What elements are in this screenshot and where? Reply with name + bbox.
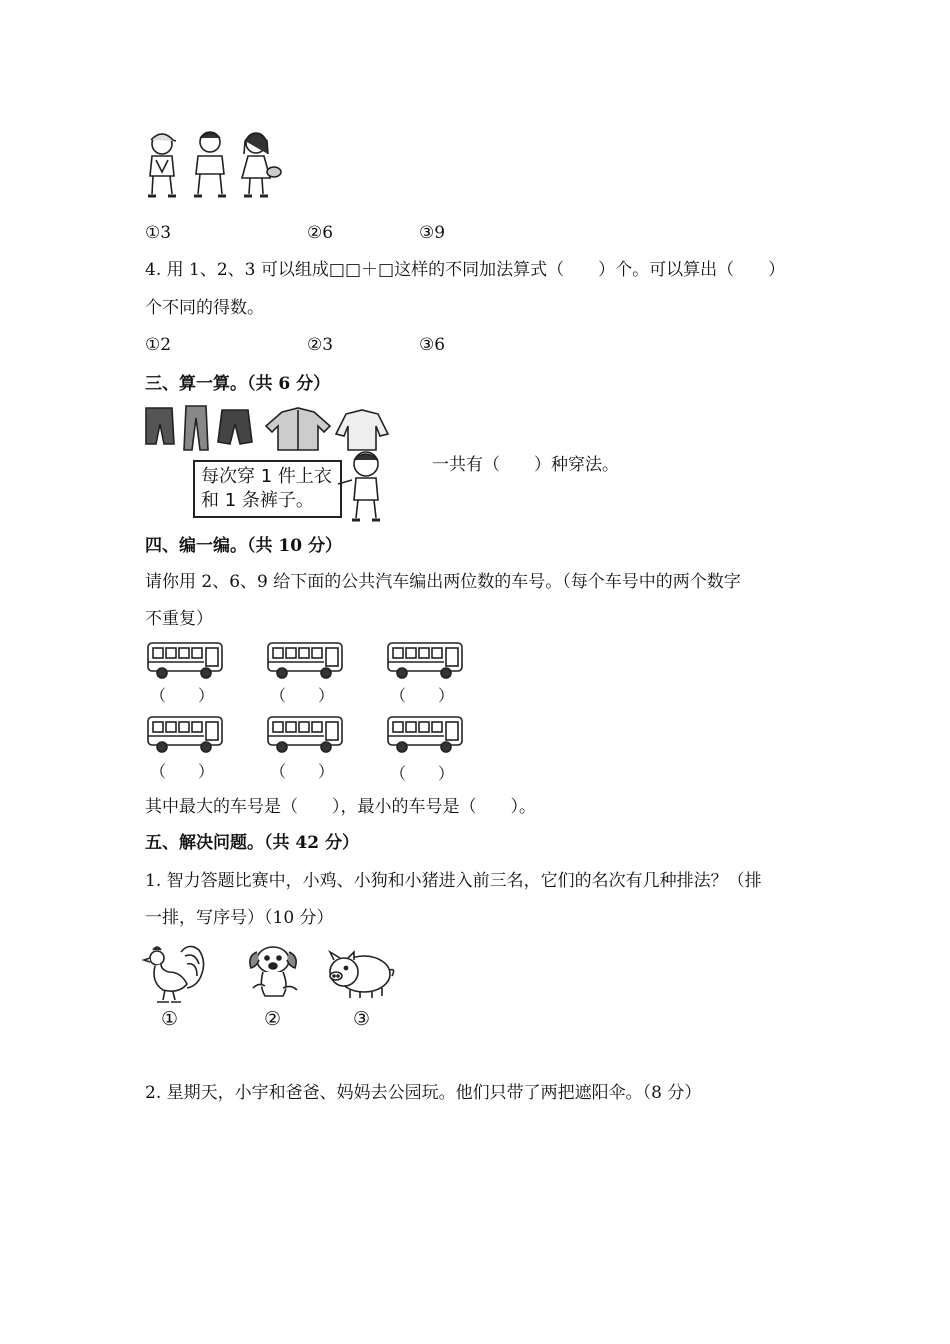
speech-bubble-line1: 每次穿 1 件上衣 — [201, 466, 332, 487]
q4-question-line2: 个不同的得数。 — [145, 298, 264, 318]
section3-question: 一共有（ ）种穿法。 — [432, 455, 619, 475]
bus-icon — [146, 714, 226, 754]
speech-bubble — [193, 460, 342, 518]
bus-number-blank[interactable]: （ ） — [270, 686, 335, 705]
bus-icon — [146, 640, 226, 680]
bus-number-blank[interactable]: （ ） — [150, 762, 215, 781]
q4-option-3: ③6 — [419, 335, 446, 355]
bus-number-blank[interactable]: （ ） — [390, 764, 455, 783]
q4-option-1: ①2 — [145, 335, 172, 355]
problem2: 2. 星期天，小宇和爸爸、妈妈去公园玩。他们只带了两把遮阳伞。（8 分） — [145, 1083, 702, 1103]
bus-icon — [386, 640, 466, 680]
section4-instruction-line1: 请你用 2、6、9 给下面的公共汽车编出两位数的车号。（每个车号中的两个数字 — [145, 572, 741, 592]
three-children-illustration — [140, 126, 285, 201]
section5-heading: 五、解决问题。（共 42 分） — [145, 833, 359, 853]
section3-heading: 三、算一算。（共 6 分） — [145, 374, 331, 394]
bus-number-blank[interactable]: （ ） — [390, 686, 455, 705]
bus-icon — [266, 714, 346, 754]
dog-icon — [243, 942, 305, 1004]
speech-bubble-line2: 和 1 条裤子。 — [201, 490, 314, 511]
bus-icon — [386, 714, 466, 754]
problem1-line1: 1. 智力答题比赛中，小鸡、小狗和小猪进入前三名，它们的名次有几种排法？（排 — [145, 871, 762, 891]
animal-label-2: ② — [264, 1008, 282, 1030]
section4-result: 其中最大的车号是（ ），最小的车号是（ ）。 — [145, 797, 536, 817]
q3-option-3: ③9 — [419, 223, 446, 243]
bus-icon — [266, 640, 346, 680]
section4-heading: 四、编一编。（共 10 分） — [145, 536, 342, 556]
boy-illustration — [338, 448, 388, 523]
section4-instruction-line2: 不重复） — [145, 609, 213, 629]
clothes-illustration — [142, 404, 387, 452]
q3-option-1: ①3 — [145, 223, 172, 243]
q4-option-2: ②3 — [307, 335, 334, 355]
rooster-icon — [141, 942, 207, 1004]
animal-label-1: ① — [161, 1008, 179, 1030]
problem1-line2: 一排，写序号）（10 分） — [145, 908, 334, 928]
animal-label-3: ③ — [353, 1008, 371, 1030]
q4-question-line1: 4. 用 1、2、3 可以组成□□＋□这样的不同加法算式（ ）个。可以算出（ ） — [145, 260, 786, 280]
q3-option-2: ②6 — [307, 223, 334, 243]
bus-number-blank[interactable]: （ ） — [270, 762, 335, 781]
bus-number-blank[interactable]: （ ） — [150, 686, 215, 705]
pig-icon — [324, 950, 394, 1000]
